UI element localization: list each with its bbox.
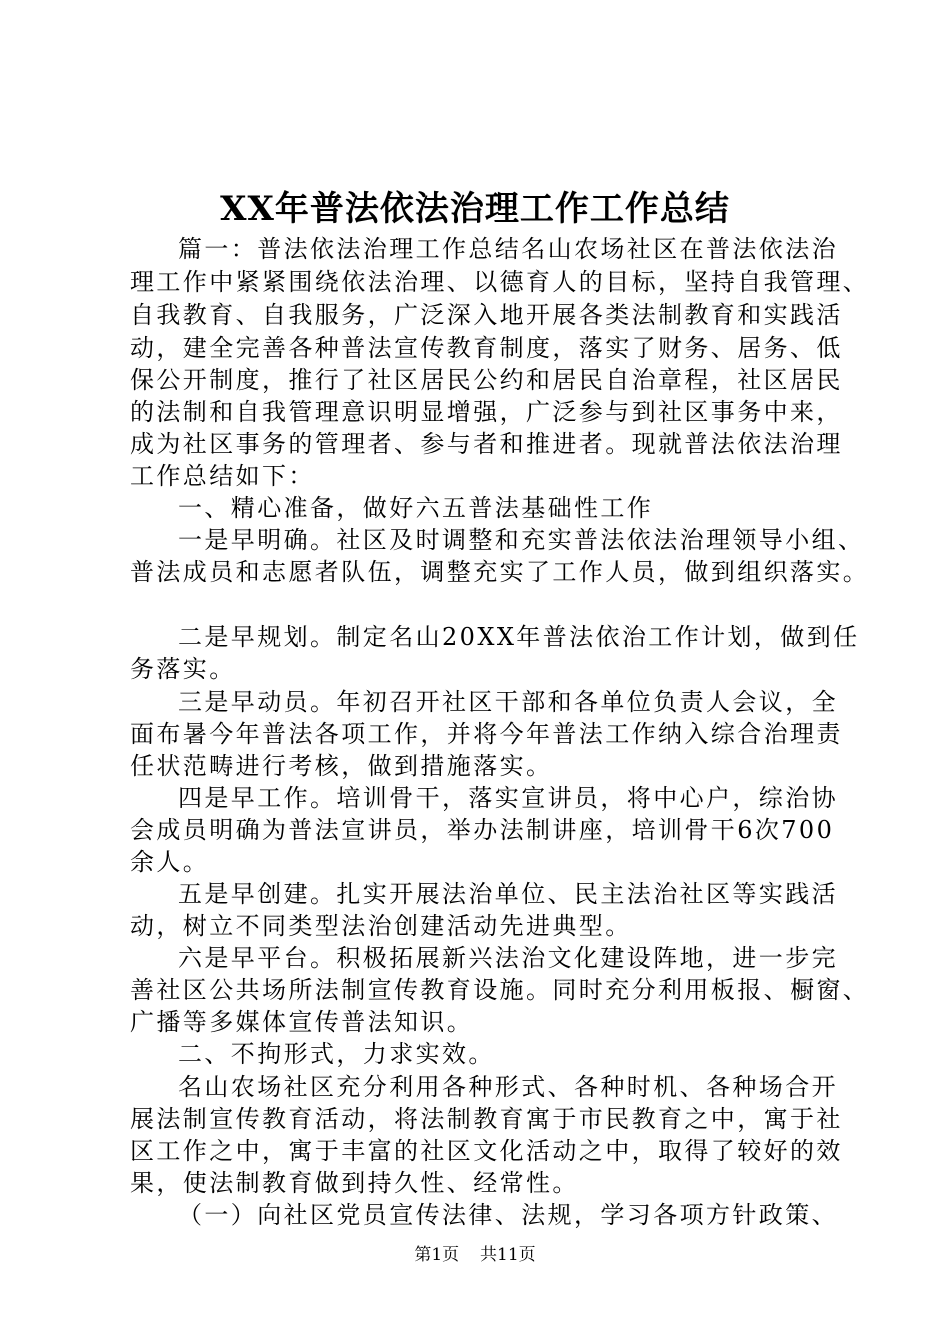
paragraph-line: 任状范畴进行考核，做到措施落实。	[130, 752, 553, 780]
paragraph-line: 广播等多媒体宣传普法知识。	[130, 1008, 474, 1036]
paragraph-line: 一是早明确。社区及时调整和充实普法依法治理领导小组、	[178, 526, 865, 554]
paragraph-line: 四是早工作。培训骨干，落实宣讲员，将中心户，综治协	[178, 784, 838, 812]
paragraph-line: 善社区公共场所法制宣传教育设施。同时充分利用板报、橱窗、	[130, 976, 870, 1004]
paragraph-line: 保公开制度，推行了社区居民公约和居民自治章程，社区居民	[130, 366, 843, 394]
subsection-heading: （一）向社区党员宣传法律、法规，学习各项方针政策、	[178, 1201, 838, 1229]
paragraph-line: 六是早平台。积极拓展新兴法治文化建设阵地，进一步完	[178, 944, 838, 972]
paragraph-line: 二是早规划。制定名山20XX年普法依治工作计划，做到任	[178, 623, 860, 651]
paragraph-line: 余人。	[130, 848, 210, 876]
document-title: XX年普法依法治理工作工作总结	[220, 189, 730, 229]
paragraph-line: 成为社区事务的管理者、参与者和推进者。现就普法依法治理	[130, 430, 843, 458]
page-number: 第1页	[414, 1245, 460, 1265]
paragraph-line: 区工作之中，寓于丰富的社区文化活动之中，取得了较好的效	[130, 1137, 843, 1165]
paragraph-line: 工作总结如下：	[130, 462, 315, 490]
paragraph-line: 动，建全完善各种普法宣传教育制度，落实了财务、居务、低	[130, 334, 843, 362]
paragraph-line: 三是早动员。年初召开社区干部和各单位负责人会议，全	[178, 688, 838, 716]
paragraph-line: 动，树立不同类型法治创建活动先进典型。	[130, 912, 632, 940]
section-heading: 二、不拘形式，力求实效。	[178, 1040, 495, 1068]
page-total: 共11页	[480, 1245, 536, 1265]
section-heading: 一、精心准备，做好六五普法基础性工作	[178, 494, 654, 522]
paragraph-line: 篇一：普法依法治理工作总结名山农场社区在普法依法治	[178, 235, 838, 263]
paragraph-line: 理工作中紧紧围绕依法治理、以德育人的目标，坚持自我管理、	[130, 268, 870, 296]
paragraph-line: 自我教育、自我服务，广泛深入地开展各类法制教育和实践活	[130, 301, 843, 329]
paragraph-line: 务落实。	[130, 655, 236, 683]
paragraph-line: 五是早创建。扎实开展法治单位、民主法治社区等实践活	[178, 880, 838, 908]
paragraph-line: 展法制宣传教育活动，将法制教育寓于市民教育之中，寓于社	[130, 1105, 843, 1133]
paragraph-line: 会成员明确为普法宣讲员，举办法制讲座，培训骨干6次700	[130, 816, 835, 844]
page-footer	[0, 1243, 950, 1267]
paragraph-line: 的法制和自我管理意识明显增强，广泛参与到社区事务中来，	[130, 398, 843, 426]
paragraph-line: 果，使法制教育做到持久性、经常性。	[130, 1169, 579, 1197]
paragraph-line: 普法成员和志愿者队伍，调整充实了工作人员，做到组织落实。	[130, 558, 870, 586]
paragraph-line: 面布暑今年普法各项工作，并将今年普法工作纳入综合治理责	[130, 720, 843, 748]
paragraph-line: 名山农场社区充分利用各种形式、各种时机、各种场合开	[178, 1073, 838, 1101]
